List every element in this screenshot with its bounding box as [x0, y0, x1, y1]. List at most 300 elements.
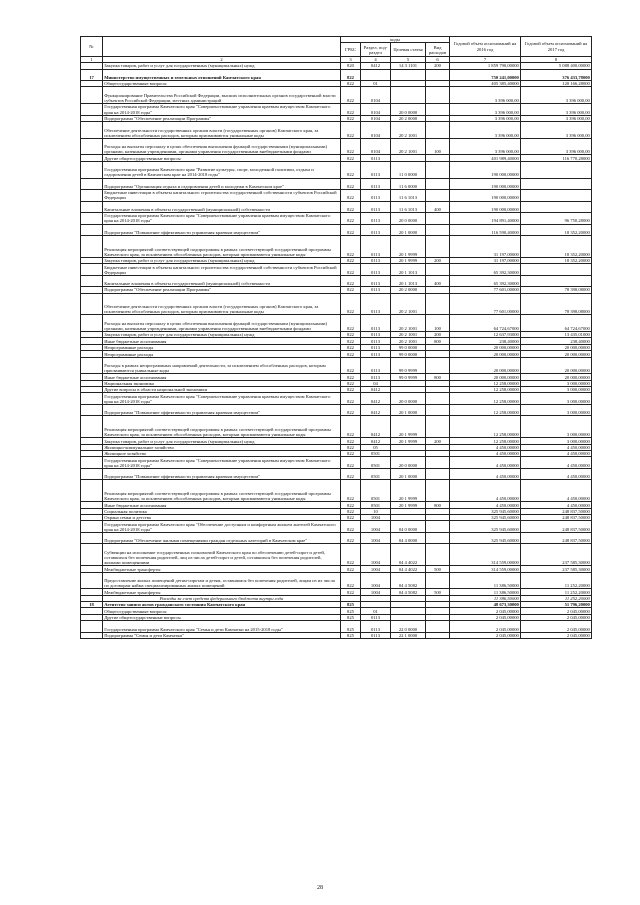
row-target-article: 22 0 0000 [391, 621, 426, 633]
row-number [81, 224, 103, 236]
row-number [81, 572, 103, 589]
row-grbs: 825 [341, 614, 361, 620]
row-target-article: 99 0 9999 [391, 357, 426, 374]
table-row [81, 544, 592, 566]
row-grbs: 822 [341, 380, 361, 386]
row-name: Государственная программа Камчатского края "Совершенствование управления краевым имуществом Камчатского края на 2014-2018 годы" [103, 457, 341, 469]
row-razdel: 0113 [361, 236, 391, 258]
row-sum-2016: 405 385,40000 [450, 81, 521, 87]
row-target-article: 20 1 9999 [391, 236, 426, 258]
row-grbs: 822 [341, 532, 361, 544]
table-row [81, 480, 592, 502]
row-sum-2017: 3 000,00000 [521, 404, 592, 416]
row-target-article: 20 1 9999 [391, 438, 426, 444]
row-sum-2017: 2 045,00000 [521, 632, 592, 638]
row-sum-2016: 20 000,00000 [450, 344, 521, 350]
row-name: Подпрограмма "Семья и дети Камчатки" [103, 632, 341, 638]
row-grbs: 825 [341, 608, 361, 614]
row-sum-2016: 4 450,00000 [450, 502, 521, 508]
row-grbs: 822 [341, 589, 361, 595]
row-number [81, 632, 103, 638]
row-target-article: 04 4 4022 [391, 544, 426, 566]
row-sum-2017 [521, 161, 592, 178]
row-expense-type [426, 69, 450, 81]
row-sum-2016: 190 000,00000 [450, 178, 521, 190]
row-name: Государственная программа Камчатского края "Обеспечение доступным и комфортным жильем жителей Камчатского края на 2014-2018 годы" [103, 521, 341, 533]
row-expense-type [426, 393, 450, 405]
row-razdel: 0113 [361, 275, 391, 287]
row-sum-2016: 48 673,30000 [450, 602, 521, 608]
row-expense-type: 200 [426, 257, 450, 263]
row-grbs: 822 [341, 161, 361, 178]
row-number [81, 178, 103, 190]
row-grbs: 822 [341, 374, 361, 380]
row-razdel: 01 [361, 608, 391, 614]
row-grbs: 822 [341, 275, 361, 287]
row-expense-type [426, 416, 450, 438]
row-sum-2017: 248 837,50000 [521, 532, 592, 544]
row-name: Реализация мероприятий соответствующей подпрограммы в рамках соответствующей государственной программы Камчатского края, за исключением обособленных расходов, которым присваиваются уникальные коды [103, 416, 341, 438]
row-name: Жилищное хозяйство [103, 451, 341, 457]
row-razdel: 1004 [361, 572, 391, 589]
row-razdel: 0113 [361, 614, 391, 620]
row-grbs: 822 [341, 293, 361, 315]
row-sum-2017: 20 000,00000 [521, 344, 592, 350]
row-target-article: 04 4 5082 [391, 589, 426, 595]
row-expense-type [426, 122, 450, 139]
row-name: Капитальные вложения в объекты государственной (муниципальной) собственности [103, 275, 341, 287]
row-number [81, 315, 103, 332]
row-expense-type: 500 [426, 566, 450, 572]
row-name: Функционирование Правительства Российской Федерации, высших исполнительных органов государственной власти субъектов Российской Федерации, местных администраций [103, 87, 341, 104]
row-name: Предоставление жилых помещений детям-сиротам и детям, оставшимся без попечения родителей, лицам из их числа по договорам найма специализированных жилых помещений [103, 572, 341, 589]
row-sum-2017: 4 450,00000 [521, 444, 592, 450]
row-razdel: 0113 [361, 155, 391, 161]
row-grbs: 822 [341, 190, 361, 202]
header-sum-2016: Годовой объем ассигнований на 2016 год [450, 37, 521, 57]
row-grbs: 822 [341, 332, 361, 338]
row-sum-2016: 4 450,00000 [450, 457, 521, 469]
row-target-article: 20 1 9999 [391, 257, 426, 263]
row-number [81, 404, 103, 416]
row-grbs: 822 [341, 357, 361, 374]
row-sum-2016: 325 945,60000 [450, 508, 521, 514]
row-razdel: 0501 [361, 502, 391, 508]
row-target-article: 20 2 1001 [391, 293, 426, 315]
row-number [81, 480, 103, 502]
row-razdel: 0113 [361, 257, 391, 263]
row-name: Общегосударственные вопросы [103, 608, 341, 614]
row-expense-type: 800 [426, 502, 450, 508]
row-razdel [361, 69, 391, 81]
table-row [81, 293, 592, 315]
row-razdel: 0104 [361, 115, 391, 121]
row-target-article: 20 1 1013 [391, 264, 426, 276]
row-name: Государственная программа Камчатского края "Совершенствование управления краевым имуществом Камчатского края на 2014-2018 годы" [103, 213, 341, 225]
row-sum-2016: 3 396 000,00 [450, 138, 521, 155]
row-sum-2016: 3 396 000,00 [450, 87, 521, 104]
row-target-article: 20 2 0000 [391, 115, 426, 121]
row-target-article: 22 1 0000 [391, 632, 426, 638]
row-sum-2017: 4 450,00000 [521, 451, 592, 457]
row-name: Другие общегосударственные вопросы [103, 614, 341, 620]
row-number [81, 357, 103, 374]
table-row [81, 393, 592, 405]
row-sum-2017: 20 000,00000 [521, 351, 592, 357]
row-sum-2017: 3 396 000,00 [521, 138, 592, 155]
row-sum-2016: 65 392,30000 [450, 264, 521, 276]
row-sum-2017: 248 837,50000 [521, 521, 592, 533]
row-expense-type [426, 104, 450, 116]
row-target-article: 20 0 0000 [391, 457, 426, 469]
row-number [81, 275, 103, 287]
budget-table [80, 36, 592, 639]
row-razdel: 0113 [361, 632, 391, 638]
row-name: Закупка товаров, работ и услуг для государственных (муниципальных) нужд [103, 438, 341, 444]
row-razdel: 1004 [361, 521, 391, 533]
row-name: Общегосударственные вопросы [103, 81, 341, 87]
row-razdel: 0104 [361, 122, 391, 139]
row-expense-type [426, 293, 450, 315]
row-target-article: 14 3 1101 [391, 63, 426, 69]
table-row [81, 404, 592, 416]
colnum: 2 [103, 57, 341, 63]
row-name: Капитальные вложения в объекты государственной (муниципальной) собственности [103, 201, 341, 213]
row-target-article: 20 2 1001 [391, 338, 426, 344]
row-sum-2016: 20 000,00000 [450, 351, 521, 357]
row-expense-type [426, 404, 450, 416]
row-sum-2016: 314 559,00000 [450, 566, 521, 572]
row-sum-2017: 2 045,00000 [521, 614, 592, 620]
row-razdel: 0113 [361, 332, 391, 338]
row-sum-2017: 4 450,00000 [521, 480, 592, 502]
row-sum-2016: 12 258,00000 [450, 393, 521, 405]
row-grbs: 822 [341, 155, 361, 161]
row-sum-2016: 238,40000 [450, 338, 521, 344]
row-sum-2016: 3 396 000,00 [450, 104, 521, 116]
row-expense-type [426, 190, 450, 202]
row-sum-2016: 401 989,40000 [450, 155, 521, 161]
row-grbs: 822 [341, 451, 361, 457]
table-body [81, 63, 592, 639]
row-expense-type [426, 468, 450, 480]
row-sum-2016: 64 724,67000 [450, 315, 521, 332]
row-razdel: 0113 [361, 357, 391, 374]
row-target-article: 04 4 4022 [391, 566, 426, 572]
row-sum-2016: 12 258,00000 [450, 404, 521, 416]
row-razdel: 10 [361, 508, 391, 514]
row-razdel: 0104 [361, 138, 391, 155]
row-razdel: 0501 [361, 468, 391, 480]
row-sum-2017: 4 450,00000 [521, 502, 592, 508]
row-sum-2017: 248 837,50000 [521, 508, 592, 514]
row-expense-type: 200 [426, 332, 450, 338]
row-sum-2017: 4 450,00000 [521, 457, 592, 469]
row-target-article: 99 0 9999 [391, 374, 426, 380]
row-razdel: 0113 [361, 287, 391, 293]
table-row [81, 224, 592, 236]
row-name: Иные бюджетные ассигнования [103, 502, 341, 508]
table-row [81, 572, 592, 589]
row-sum-2016: 11 386,50000 [450, 589, 521, 595]
row-razdel: 0113 [361, 213, 391, 225]
row-grbs: 822 [341, 387, 361, 393]
row-number [81, 621, 103, 633]
row-sum-2016: 2 045,00000 [450, 614, 521, 620]
colnum: 4 [361, 57, 391, 63]
row-expense-type [426, 161, 450, 178]
header-grbs: ГРБС [341, 43, 361, 57]
row-sum-2017: 2 045,00000 [521, 621, 592, 633]
row-sum-2017: 18 352,20000 [521, 257, 592, 263]
row-grbs: 825 [341, 621, 361, 633]
row-name: Охрана семьи и детства [103, 515, 341, 521]
row-expense-type: 400 [426, 275, 450, 287]
row-sum-2017: 238,40000 [521, 338, 592, 344]
row-number [81, 393, 103, 405]
row-sum-2017: 116 770,28000 [521, 155, 592, 161]
row-sum-2016: 11 386,50000 [450, 595, 521, 601]
row-expense-type [426, 224, 450, 236]
row-expense-type [426, 457, 450, 469]
row-sum-2017: 20 000,00000 [521, 374, 592, 380]
row-expense-type: 500 [426, 589, 450, 595]
row-expense-type [426, 521, 450, 533]
row-name: Подпрограмма "Обеспечение реализации Программы" [103, 287, 341, 293]
row-sum-2016: 12 258,00000 [450, 438, 521, 444]
row-number [81, 87, 103, 104]
row-name: Бюджетные инвестиции в объекты капитального строительства государственной собственности субъектов Российской Федерации [103, 264, 341, 276]
row-sum-2017 [521, 264, 592, 276]
row-grbs: 825 [341, 632, 361, 638]
table-row [81, 275, 592, 287]
header-name [103, 37, 341, 57]
table-row [81, 161, 592, 178]
row-expense-type [426, 621, 450, 633]
row-name: Государственная программа Камчатского края "Семья и дети Камчатки на 2015-2018 годы" [103, 621, 341, 633]
row-expense-type [426, 264, 450, 276]
row-grbs: 822 [341, 508, 361, 514]
table-row [81, 457, 592, 469]
row-target-article: 20 0 0000 [391, 213, 426, 225]
row-grbs: 822 [341, 572, 361, 589]
table-row [81, 87, 592, 104]
table-row [81, 315, 592, 332]
row-sum-2017: 18 352,20000 [521, 236, 592, 258]
row-razdel: 0113 [361, 178, 391, 190]
row-number [81, 201, 103, 213]
row-number [81, 293, 103, 315]
row-sum-2016: 2 045,00000 [450, 621, 521, 633]
colnum: 7 [450, 57, 521, 63]
row-name: Закупка товаров, работ и услуг для государственных (муниципальных) нужд [103, 257, 341, 263]
row-razdel: 1004 [361, 544, 391, 566]
row-name: Закупка товаров, работ и услуг для государственных (муниципальных) нужд [103, 63, 341, 69]
row-sum-2016: 190 000,00000 [450, 161, 521, 178]
row-razdel: 0412 [361, 438, 391, 444]
row-expense-type: 800 [426, 338, 450, 344]
row-sum-2017: 376 433,78000 [521, 69, 592, 81]
row-grbs: 822 [341, 515, 361, 521]
row-razdel: 1004 [361, 532, 391, 544]
row-target-article: 20 2 1001 [391, 332, 426, 338]
row-sum-2016: 65 392,30000 [450, 275, 521, 287]
row-razdel: 0412 [361, 63, 391, 69]
row-sum-2016: 12 258,00000 [450, 387, 521, 393]
colnum: 5 [391, 57, 426, 63]
row-sum-2017: 5 088 400,00000 [521, 63, 592, 69]
row-expense-type: 800 [426, 374, 450, 380]
row-sum-2017: 11 252,20000 [521, 572, 592, 589]
row-sum-2016: 325 945,60000 [450, 532, 521, 544]
row-expense-type [426, 357, 450, 374]
row-sum-2017: 3 000,00000 [521, 438, 592, 444]
row-sum-2016: 1 859 790,00000 [450, 63, 521, 69]
row-target-article: 20 1 0000 [391, 468, 426, 480]
row-grbs: 822 [341, 444, 361, 450]
row-sum-2016: 20 000,00000 [450, 357, 521, 374]
row-target-article: 20 2 1001 [391, 315, 426, 332]
row-name: Непрограммные расходы [103, 344, 341, 350]
row-sum-2017: 237 585,30000 [521, 566, 592, 572]
row-name: Подпрограмма "Обеспечение жилыми помещениями граждан отдельных категорий в Камчатском крае" [103, 532, 341, 544]
row-grbs: 822 [341, 404, 361, 416]
row-grbs: 822 [341, 480, 361, 502]
row-expense-type [426, 480, 450, 502]
table-row [81, 416, 592, 438]
row-grbs: 822 [341, 457, 361, 469]
row-sum-2017: 248 837,50000 [521, 515, 592, 521]
row-name: Подпрограмма "Обеспечение реализации Программы" [103, 115, 341, 121]
row-number [81, 264, 103, 276]
row-sum-2016: 2 045,00000 [450, 608, 521, 614]
row-name: Обеспечение деятельности государственных органов власти (государственных органов) Камчатского края, за исключением обособленных расходов, которым присваиваются уникальные коды [103, 293, 341, 315]
row-target-article: 20 1 9999 [391, 416, 426, 438]
row-number [81, 532, 103, 544]
colnum: 8 [521, 57, 592, 63]
row-number [81, 521, 103, 533]
row-name: Расходы на выплаты персоналу в целях обеспечения выполнения функций государственными (муниципальными) органами, казенными учреждениями, органами управления государственными внебюджетными фондами [103, 315, 341, 332]
row-expense-type [426, 87, 450, 104]
table-row [81, 201, 592, 213]
colnum: 6 [426, 57, 450, 63]
row-razdel: 0501 [361, 451, 391, 457]
row-name: Другие общегосударственные вопросы [103, 155, 341, 161]
row-sum-2016: 314 559,00000 [450, 544, 521, 566]
row-number [81, 161, 103, 178]
row-razdel: 0113 [361, 351, 391, 357]
row-sum-2017: 3 000,00000 [521, 393, 592, 405]
row-grbs: 822 [341, 81, 361, 87]
row-name: Государственная программа Камчатского края "Совершенствование управления краевым имуществом Камчатского края на 2014-2018 годы" [103, 393, 341, 405]
row-razdel: 04 [361, 380, 391, 386]
row-expense-type: 200 [426, 438, 450, 444]
row-grbs: 822 [341, 257, 361, 263]
row-grbs: 822 [341, 264, 361, 276]
row-razdel: 0113 [361, 161, 391, 178]
row-razdel: 0104 [361, 87, 391, 104]
row-expense-type: 200 [426, 63, 450, 69]
row-grbs: 822 [341, 138, 361, 155]
row-razdel: 1004 [361, 566, 391, 572]
row-sum-2016: 3 396 000,00 [450, 122, 521, 139]
row-sum-2016: 190 000,00000 [450, 190, 521, 202]
row-sum-2016: 31 197,00000 [450, 236, 521, 258]
row-sum-2017: 13 435,01000 [521, 332, 592, 338]
row-name: Расходы в рамках непрограммных направлений деятельности, за исключением обособленных расходов, которым присваиваются уникальные коды [103, 357, 341, 374]
header-sum-2017: Годовой объем ассигнований на 2017 год [521, 37, 592, 57]
row-sum-2017: 3 000,00000 [521, 416, 592, 438]
row-number: 17 [81, 69, 103, 81]
row-expense-type [426, 632, 450, 638]
table-row [81, 621, 592, 633]
row-sum-2016: 20 000,00000 [450, 374, 521, 380]
table-row [81, 632, 592, 638]
header-expense-type: Вид расходов [426, 43, 450, 57]
row-sum-2016: 325 945,60000 [450, 521, 521, 533]
row-razdel: 0113 [361, 338, 391, 344]
row-name: Межбюджетные трансферты [103, 566, 341, 572]
row-sum-2016: 2 045,00000 [450, 632, 521, 638]
table-row [81, 122, 592, 139]
row-sum-2016: 12 258,00000 [450, 416, 521, 438]
row-grbs: 820 [341, 63, 361, 69]
row-expense-type: 400 [426, 201, 450, 213]
table-row [81, 357, 592, 374]
row-target-article: 20 1 0000 [391, 404, 426, 416]
row-grbs: 822 [341, 544, 361, 566]
row-name: Расходы за счет средств федерального бюджета внутри года [103, 595, 341, 601]
row-name: Социальная политика [103, 508, 341, 514]
row-number [81, 416, 103, 438]
row-name: Подпрограмма "Повышение эффективности управления краевым имуществом" [103, 468, 341, 480]
row-grbs: 822 [341, 115, 361, 121]
row-razdel: 0412 [361, 387, 391, 393]
row-grbs: 822 [341, 351, 361, 357]
row-name: Закупка товаров, работ и услуг для государственных (муниципальных) нужд [103, 332, 341, 338]
row-target-article: 04 4 0000 [391, 532, 426, 544]
row-target-article: 20 0 0000 [391, 104, 426, 116]
row-sum-2016: 4 450,00000 [450, 468, 521, 480]
row-grbs: 825 [341, 602, 361, 608]
row-expense-type: 100 [426, 138, 450, 155]
row-grbs: 822 [341, 87, 361, 104]
row-sum-2017 [521, 201, 592, 213]
row-grbs: 822 [341, 236, 361, 258]
row-name: Подпрограмма "Организация отдыха и оздоровления детей и молодежи в Камчатском крае" [103, 178, 341, 190]
row-grbs: 822 [341, 287, 361, 293]
row-target-article: 20 1 0000 [391, 224, 426, 236]
row-target-article: 04 4 5082 [391, 572, 426, 589]
row-sum-2016: 325 945,60000 [450, 515, 521, 521]
row-grbs: 822 [341, 178, 361, 190]
header-row-top [81, 37, 592, 43]
row-name: Подпрограмма "Повышение эффективности управления краевым имуществом" [103, 224, 341, 236]
row-sum-2017: 3 000,00000 [521, 387, 592, 393]
row-name: Реализация мероприятий соответствующей подпрограммы в рамках соответствующей государственной программы Камчатского края, за исключением обособленных расходов, которым присваиваются уникальные коды [103, 480, 341, 502]
row-target-article: 99 0 0000 [391, 351, 426, 357]
row-razdel: 0113 [361, 621, 391, 633]
row-sum-2017: 3 396 000,00 [521, 115, 592, 121]
header-codes: коды [341, 37, 450, 43]
row-target-article: 20 2 1001 [391, 122, 426, 139]
row-sum-2016: 4 450,00000 [450, 451, 521, 457]
row-sum-2017: 3 396 000,00 [521, 122, 592, 139]
row-target-article: 11 6 0000 [391, 178, 426, 190]
row-sum-2016: 3 396 000,00 [450, 115, 521, 121]
row-name: Бюджетные инвестиции в объекты капитального строительства государственной собственности субъектов Российской Федерации [103, 190, 341, 202]
row-number [81, 104, 103, 116]
